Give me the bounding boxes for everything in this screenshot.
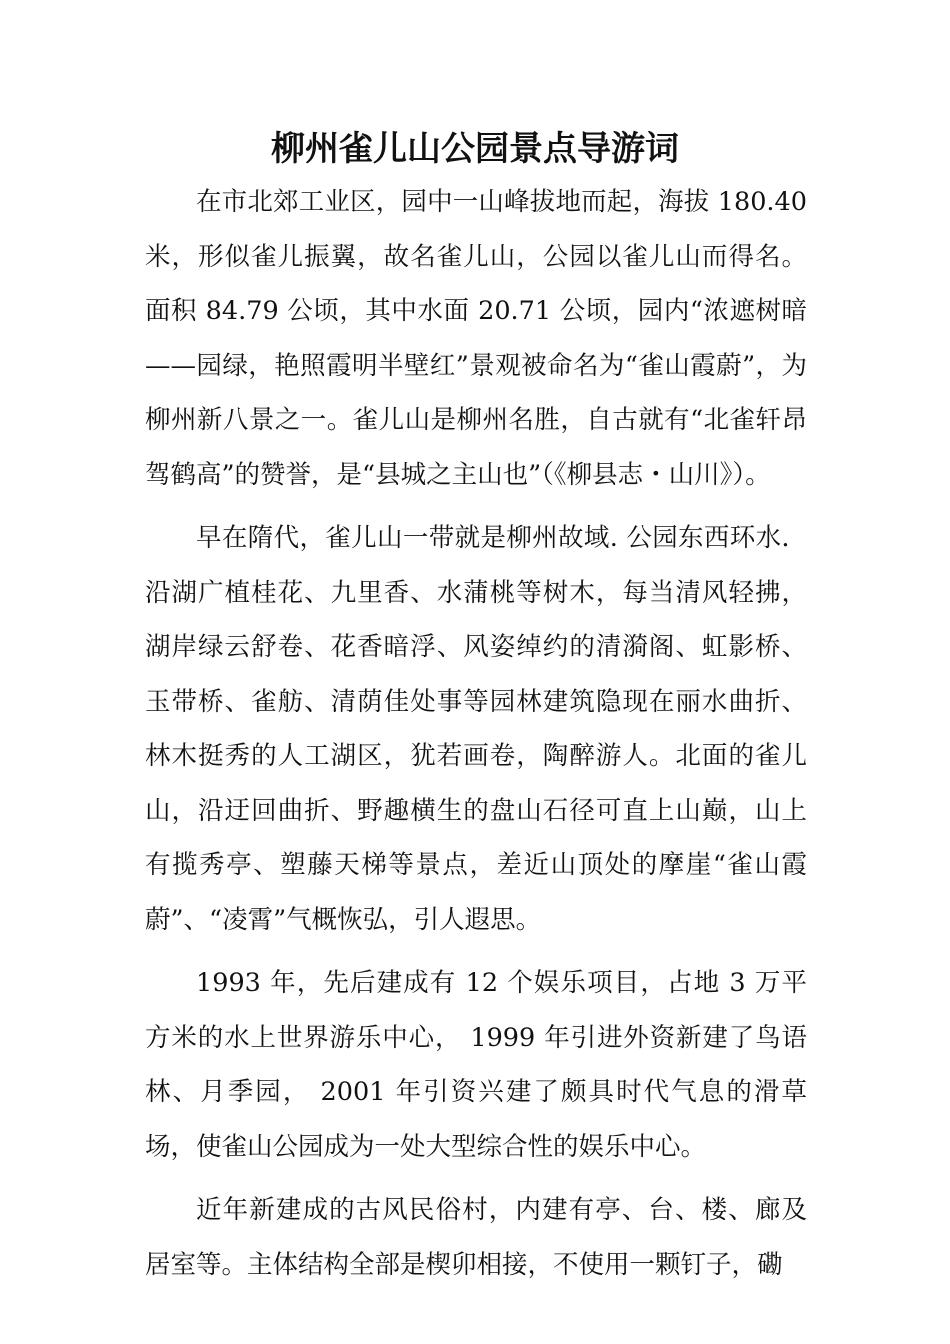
document-title: 柳州雀儿山公园景点导游词 [271, 129, 679, 169]
paragraph-1: 在市北郊工业区，园中一山峰拔地而起，海拔 180.40 米，形似雀儿振翼，故名雀儿山，公园以雀儿山而得名。面积 84.79 公顷，其中水面 20.71 公顷，园内“浓遮树暗——园绿，艳照霞明半壁红”景观被命名为“雀山霞蔚”，为柳州新八景之一。雀儿山是柳州名胜，自古就有“北雀轩昂驾鹤高”的赞誉，是“县城之主山也”（《柳县志・山川》）。 [145, 187, 807, 490]
paragraph-4: 近年新建成的古风民俗村，内建有亭、台、楼、廊及居室等。主体结构全部是楔卯相接，不使用一颗钉子，磡 [145, 1195, 807, 1280]
paragraph-2: 早在隋代，雀儿山一带就是柳州故域. 公园东西环水．沿湖广植桂花、九里香、水蒲桃等树木，每当清风轻拂，湖岸绿云舒卷、花香暗浮、风姿绰约的清漪阁、虹影桥、玉带桥、雀舫、清荫佳处事等园林建筑隐现在丽水曲折、林木挺秀的人工湖区，犹若画卷，陶醉游人。北面的雀儿山，沿迂回曲折、野趣横生的盘山石径可直上山巅，山上有揽秀亭、塑藤天梯等景点，差近山顶处的摩崖“雀山霞蔚”、“凌霄”气概恢弘，引人遐思。 [145, 523, 807, 935]
paragraph-3: 1993 年，先后建成有 12 个娱乐项目，占地 3 万平方米的水上世界游乐中心， 1999 年引进外资新建了鸟语林、月季园， 2001 年引资兴建了颇具时代气息的滑草场，使雀山公园成为一处大型综合性的娱乐中心。 [145, 968, 807, 1162]
document-body [145, 175, 807, 1301]
